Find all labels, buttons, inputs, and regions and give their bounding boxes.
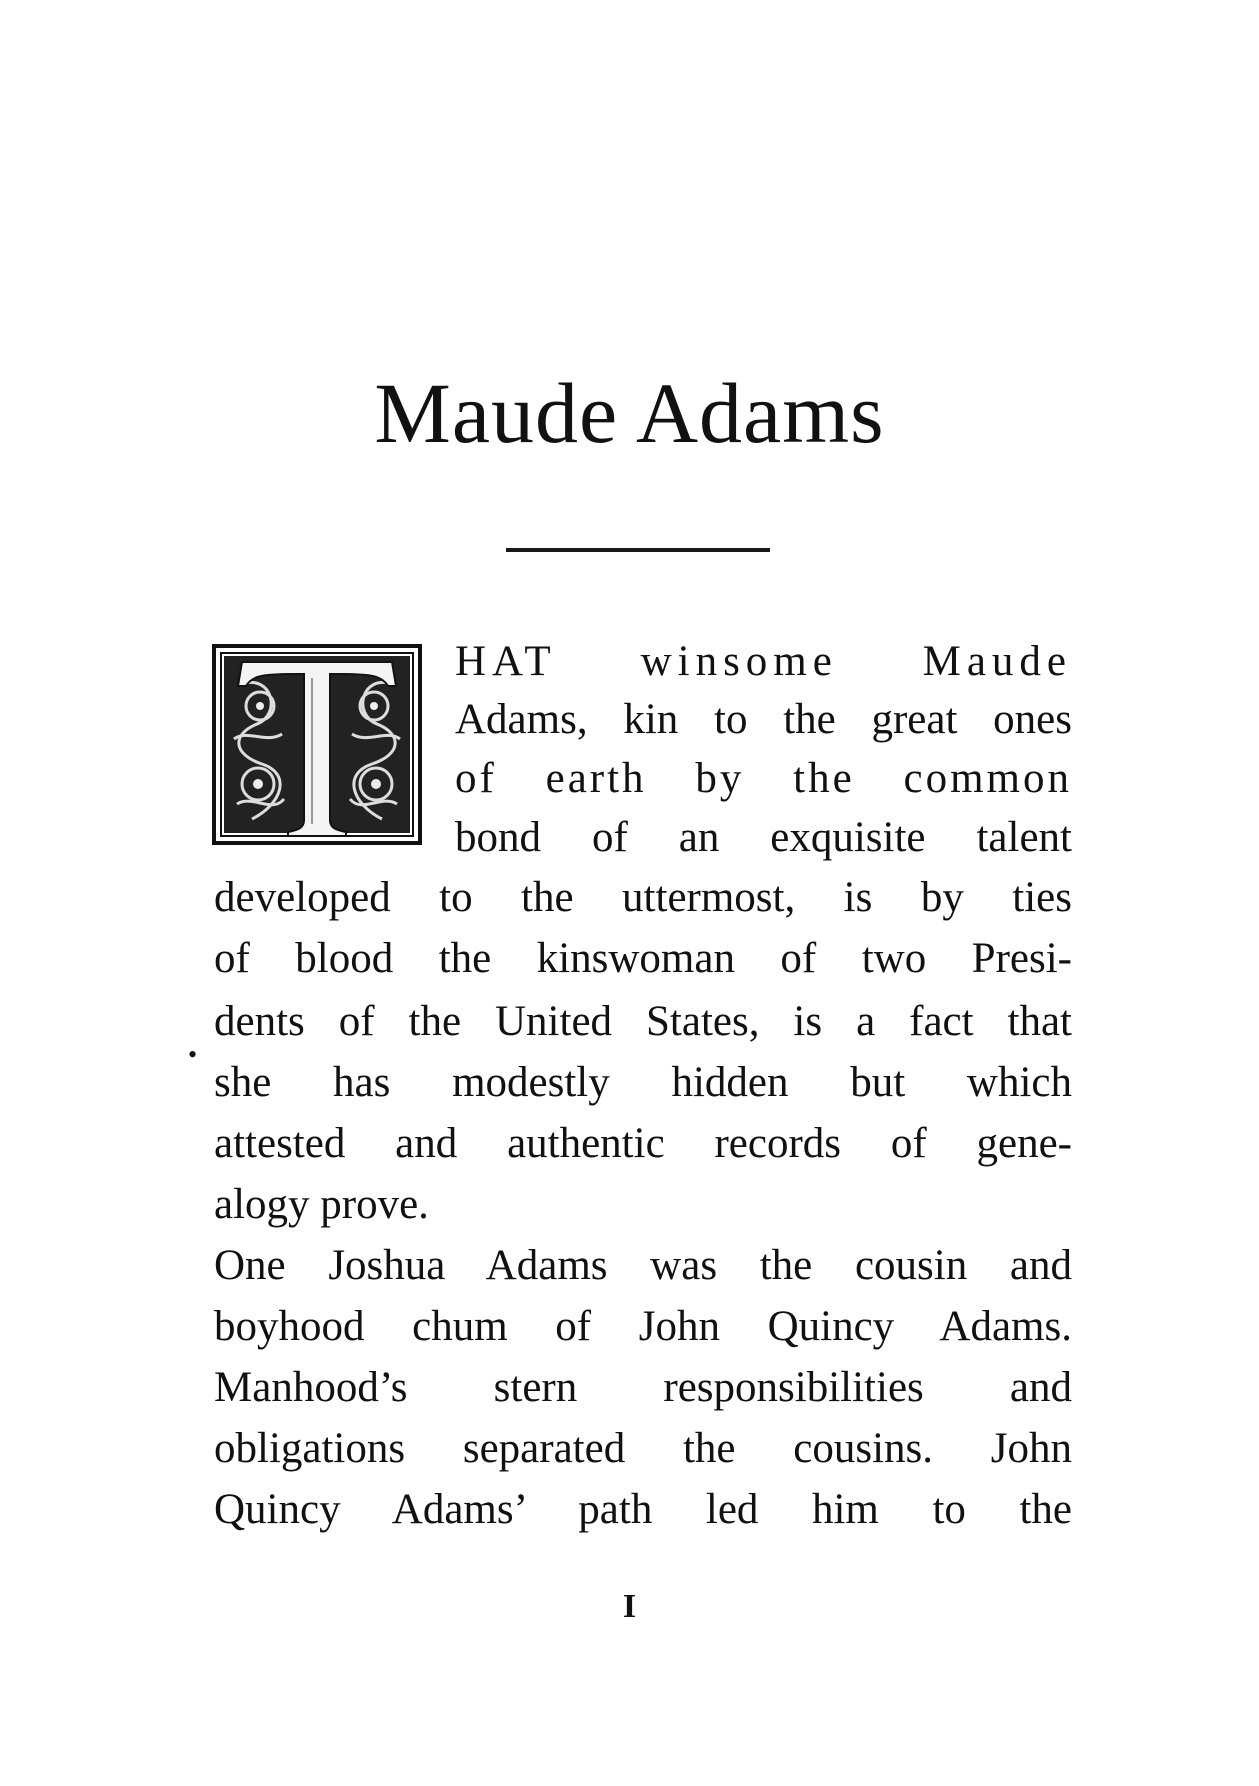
body-line: of blood the kinswoman of two Presi-: [214, 935, 1072, 982]
body-line: boyhood chum of John Quincy Adams.: [214, 1303, 1072, 1350]
body-line: developed to the uttermost, is by ties: [214, 874, 1072, 921]
body-line: Manhood’s stern responsibilities and: [214, 1364, 1072, 1411]
margin-mark: •: [188, 1040, 198, 1069]
body-line: One Joshua Adams was the cousin and: [214, 1242, 1072, 1289]
body-line: Quincy Adams’ path led him to the: [214, 1486, 1072, 1533]
body-line: dents of the United States, is a fact that: [214, 998, 1072, 1045]
body-line: bond of an exquisite talent: [455, 814, 1072, 861]
body-line: attested and authentic records of gene-: [214, 1120, 1072, 1167]
page-number: I: [622, 1588, 637, 1625]
body-line: she has modestly hidden but which: [214, 1059, 1072, 1106]
body-line: alogy prove.: [214, 1181, 429, 1228]
ornamental-initial-icon: [212, 644, 422, 845]
body-line: obligations separated the cousins. John: [214, 1425, 1072, 1472]
title-divider: [506, 548, 770, 552]
body-line: Adams, kin to the great ones: [455, 696, 1072, 743]
chapter-title: Maude Adams: [374, 365, 885, 461]
drop-cap: [212, 644, 422, 845]
body-line: HAT winsome Maude: [455, 638, 1072, 685]
body-line: of earth by the common: [455, 755, 1072, 802]
